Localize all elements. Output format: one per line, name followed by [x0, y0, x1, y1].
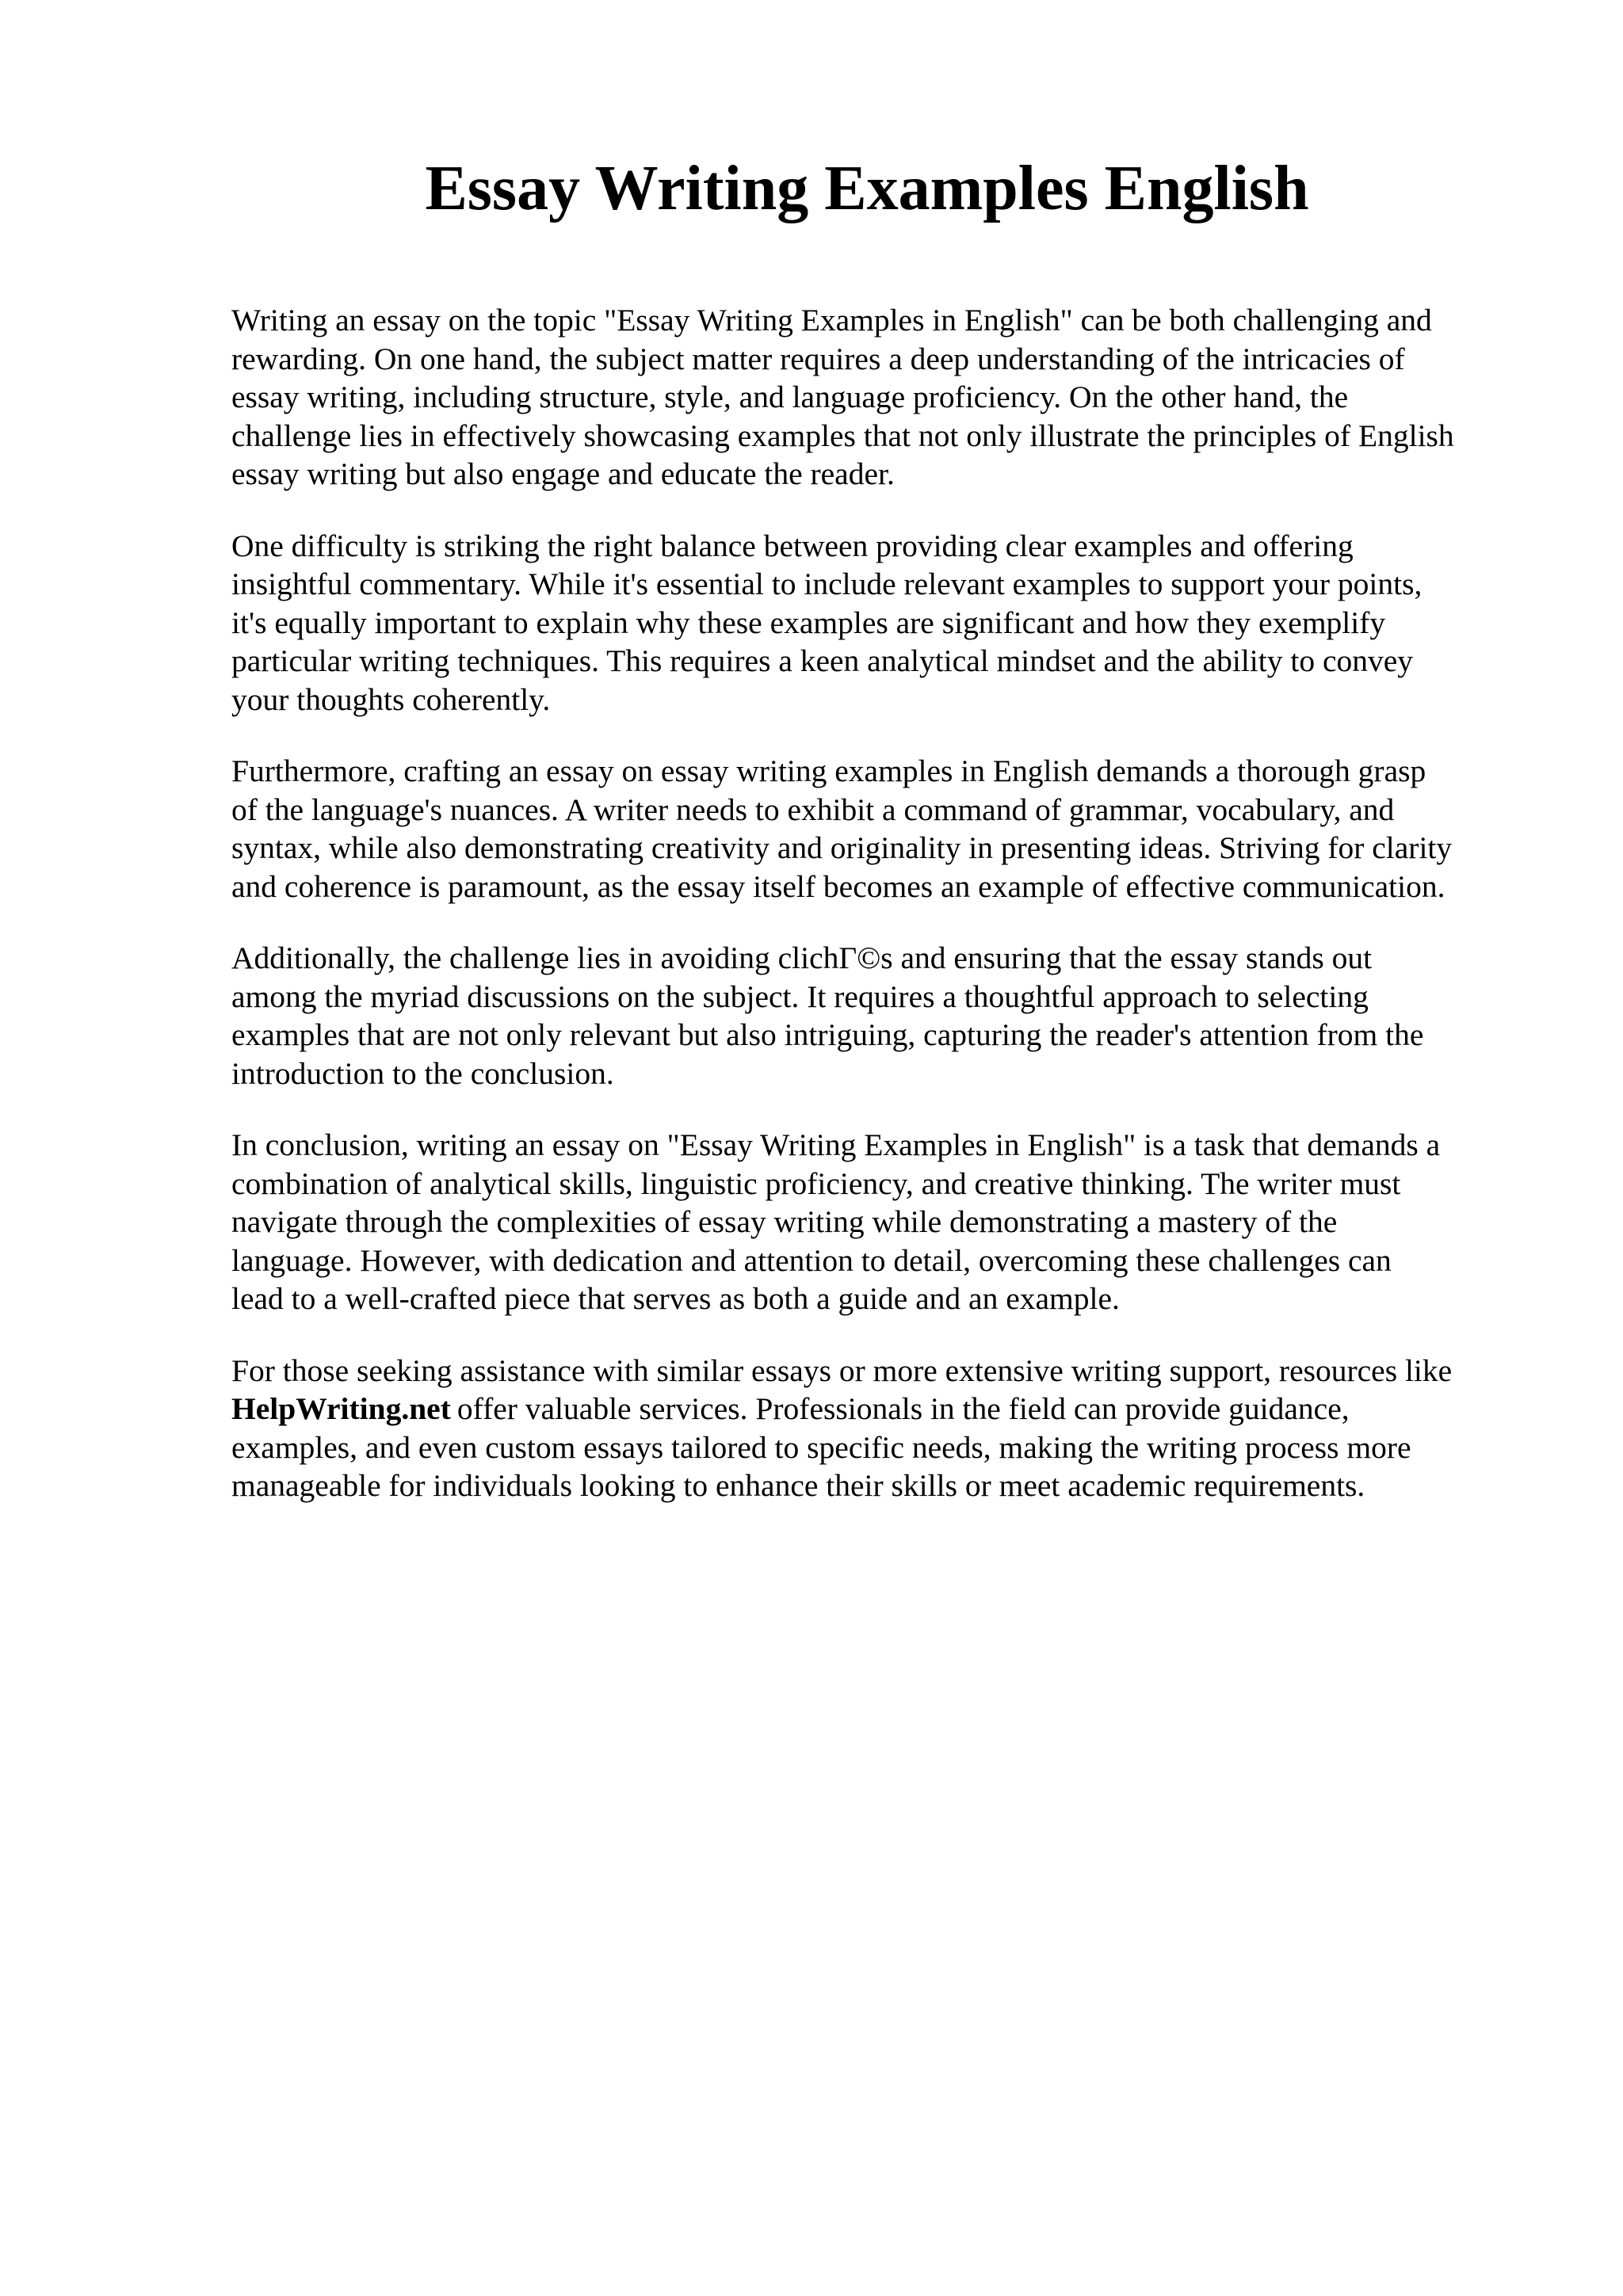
text-line: and coherence is paramount, as the essay itself becomes an example of effective communication. — [231, 868, 1445, 904]
essay-body — [231, 301, 1531, 1539]
text-line: insightful commentary. While it's essential to include relevant examples to support your points, — [231, 566, 1423, 601]
text-line: Writing an essay on the topic "Essay Writing Examples in English" can be both challenging and — [231, 303, 1432, 338]
text-line: it's equally important to explain why these examples are significant and how they exemplify — [231, 605, 1386, 640]
paragraph — [231, 527, 1531, 719]
text-line: In conclusion, writing an essay on "Essay Writing Examples in English" is a task that demands a — [231, 1127, 1441, 1162]
final-paragraph — [231, 1352, 1531, 1505]
text-line: manageable for individuals looking to enhance their skills or meet academic requirements. — [231, 1468, 1365, 1503]
text-line: particular writing techniques. This requires a keen analytical mindset and the ability to convey — [231, 643, 1414, 678]
text-line — [231, 1390, 1531, 1428]
text-line: combination of analytical skills, linguistic proficiency, and creative thinking. The writer must — [231, 1165, 1401, 1201]
text-span: offer valuable services. Professionals in the field can provide guidance, — [456, 1391, 1350, 1426]
paragraph — [231, 1126, 1531, 1318]
helpwriting-link[interactable]: HelpWriting.net — [231, 1391, 451, 1426]
text-line: examples that are not only relevant but also intriguing, capturing the reader's attention from the — [231, 1017, 1424, 1052]
text-line: rewarding. On one hand, the subject matter requires a deep understanding of the intricacies of — [231, 341, 1405, 376]
text-line: One difficulty is striking the right balance between providing clear examples and offering — [231, 528, 1354, 563]
text-line: among the myriad discussions on the subject. It requires a thoughtful approach to selecting — [231, 978, 1369, 1014]
paragraph — [231, 752, 1531, 906]
text-line: of the language's nuances. A writer needs to exhibit a command of grammar, vocabulary, and — [231, 791, 1395, 827]
text-line: navigate through the complexities of essay writing while demonstrating a mastery of the — [231, 1204, 1338, 1239]
text-line: introduction to the conclusion. — [231, 1055, 614, 1091]
text-line: examples, and even custom essays tailored to specific needs, making the writing process more — [231, 1429, 1411, 1465]
text-line: essay writing, including structure, style, and language proficiency. On the other hand, the — [231, 379, 1349, 414]
text-line: language. However, with dedication and attention to detail, overcoming these challenges can — [231, 1242, 1392, 1278]
text-line: Additionally, the challenge lies in avoiding clichΓ©s and ensuring that the essay stands out — [231, 940, 1373, 975]
text-line: syntax, while also demonstrating creativity and originality in presenting ideas. Striving for clarity — [231, 830, 1453, 865]
text-line: challenge lies in effectively showcasing examples that not only illustrate the principles of English — [231, 418, 1454, 453]
paragraph — [231, 939, 1531, 1093]
page-title: Essay Writing Examples English — [425, 154, 1309, 223]
text-line: lead to a well-crafted piece that serves as both a guide and an example. — [231, 1281, 1120, 1316]
text-line: For those seeking assistance with similar essays or more extensive writing support, resources like — [231, 1352, 1453, 1388]
text-line: Furthermore, crafting an essay on essay writing examples in English demands a thorough grasp — [231, 753, 1426, 788]
text-line: essay writing but also engage and educate the reader. — [231, 456, 895, 491]
paragraph — [231, 301, 1531, 494]
text-line: your thoughts coherently. — [231, 681, 551, 717]
paragraph-list — [231, 301, 1531, 1318]
